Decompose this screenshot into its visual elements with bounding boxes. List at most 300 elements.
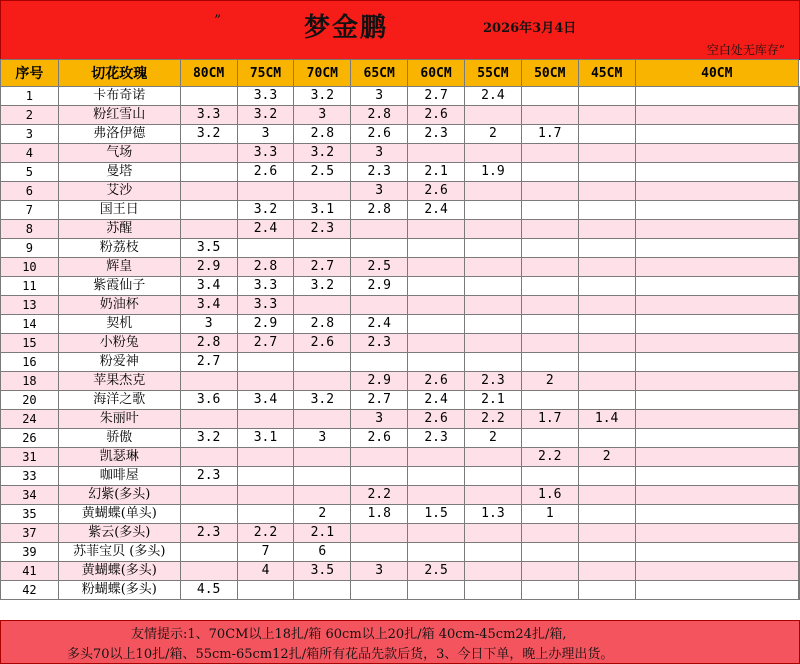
price-cell — [635, 144, 798, 163]
price-cell-40cm — [799, 144, 800, 163]
price-cell — [578, 144, 635, 163]
price-cell: 3 — [237, 125, 294, 144]
price-cell — [180, 220, 237, 239]
price-cell: 2.6 — [351, 125, 408, 144]
price-cell: 2.4 — [351, 315, 408, 334]
row-number: 33 — [1, 467, 59, 486]
price-cell — [294, 239, 351, 258]
footer-line-1: 友情提示:1、70CM以上18扎/箱 60cm以上20扎/箱 40cm-45cm24扎/箱, — [131, 627, 567, 642]
price-cell — [578, 220, 635, 239]
price-cell — [408, 524, 465, 543]
price-cell — [521, 106, 578, 125]
price-cell — [635, 315, 798, 334]
price-cell: 2.4 — [408, 391, 465, 410]
price-cell — [408, 258, 465, 277]
price-cell-40cm — [799, 201, 800, 220]
price-cell — [521, 391, 578, 410]
table-row — [1, 106, 800, 125]
row-number: 3 — [1, 125, 59, 144]
variety-name: 苏菲宝贝 (多头) — [58, 543, 180, 562]
row-number: 42 — [1, 581, 59, 600]
price-cell — [237, 486, 294, 505]
variety-name: 骄傲 — [58, 429, 180, 448]
price-cell — [635, 239, 798, 258]
table-row — [1, 87, 800, 106]
table-row — [1, 353, 800, 372]
price-cell — [578, 543, 635, 562]
table-row — [1, 448, 800, 467]
row-number: 16 — [1, 353, 59, 372]
price-cell: 2.3 — [180, 467, 237, 486]
price-cell: 3 — [294, 106, 351, 125]
price-cell — [578, 201, 635, 220]
price-cell — [464, 258, 521, 277]
price-cell: 2.5 — [408, 562, 465, 581]
price-cell — [408, 543, 465, 562]
variety-name: 辉皇 — [58, 258, 180, 277]
price-cell — [180, 144, 237, 163]
price-cell — [180, 410, 237, 429]
price-cell: 2.6 — [408, 372, 465, 391]
variety-name: 朱丽叶 — [58, 410, 180, 429]
price-cell — [408, 467, 465, 486]
row-number: 4 — [1, 144, 59, 163]
price-cell: 3.3 — [237, 144, 294, 163]
price-cell — [408, 239, 465, 258]
price-cell — [635, 391, 798, 410]
price-cell-40cm — [799, 429, 800, 448]
price-cell — [578, 239, 635, 258]
price-cell: 1 — [521, 505, 578, 524]
price-cell — [180, 543, 237, 562]
variety-name: 紫霞仙子 — [58, 277, 180, 296]
price-cell — [408, 581, 465, 600]
price-cell: 2 — [294, 505, 351, 524]
price-cell — [464, 448, 521, 467]
price-cell: 2.1 — [294, 524, 351, 543]
price-cell: 2.6 — [237, 163, 294, 182]
price-cell — [237, 505, 294, 524]
row-number: 14 — [1, 315, 59, 334]
price-cell — [578, 125, 635, 144]
price-cell — [294, 486, 351, 505]
row-number: 1 — [1, 87, 59, 106]
price-cell: 2.7 — [237, 334, 294, 353]
price-cell — [294, 448, 351, 467]
price-cell: 3 — [351, 562, 408, 581]
row-number: 35 — [1, 505, 59, 524]
variety-name: 奶油杯 — [58, 296, 180, 315]
price-cell — [521, 543, 578, 562]
price-cell: 2 — [464, 125, 521, 144]
price-cell — [521, 562, 578, 581]
column-header-no: 序号 — [1, 60, 59, 87]
variety-name: 曼塔 — [58, 163, 180, 182]
table-row — [1, 334, 800, 353]
price-cell — [180, 372, 237, 391]
footer-notice — [0, 620, 800, 664]
price-cell — [635, 486, 798, 505]
price-cell — [635, 201, 798, 220]
column-header-variety: 切花玫瑰 — [58, 60, 180, 87]
table-row — [1, 258, 800, 277]
price-cell — [578, 334, 635, 353]
row-number: 11 — [1, 277, 59, 296]
variety-name: 苏醒 — [58, 220, 180, 239]
price-cell — [351, 353, 408, 372]
price-cell — [521, 182, 578, 201]
price-cell — [578, 87, 635, 106]
price-cell — [464, 581, 521, 600]
price-cell — [464, 486, 521, 505]
price-cell: 1.7 — [521, 410, 578, 429]
price-cell: 2 — [578, 448, 635, 467]
price-cell — [464, 239, 521, 258]
price-cell — [351, 467, 408, 486]
price-cell — [635, 125, 798, 144]
price-cell — [635, 182, 798, 201]
row-number: 34 — [1, 486, 59, 505]
price-cell: 2.8 — [351, 106, 408, 125]
price-cell — [578, 467, 635, 486]
variety-name: 咖啡屋 — [58, 467, 180, 486]
table-row — [1, 296, 800, 315]
price-cell: 2.9 — [351, 277, 408, 296]
price-cell — [521, 296, 578, 315]
price-cell — [180, 505, 237, 524]
price-cell — [180, 562, 237, 581]
price-cell: 2.6 — [408, 182, 465, 201]
price-cell — [521, 87, 578, 106]
price-cell: 3 — [180, 315, 237, 334]
price-cell: 3.4 — [180, 296, 237, 315]
price-cell: 2.8 — [294, 315, 351, 334]
price-cell: 3.2 — [180, 429, 237, 448]
variety-name: 粉蝴蝶(多头) — [58, 581, 180, 600]
price-cell-40cm — [799, 220, 800, 239]
variety-name: 卡布奇诺 — [58, 87, 180, 106]
price-cell — [521, 524, 578, 543]
table-row — [1, 429, 800, 448]
price-cell: 2.6 — [408, 410, 465, 429]
price-cell: 2.4 — [237, 220, 294, 239]
price-cell — [351, 239, 408, 258]
price-cell-40cm — [799, 391, 800, 410]
price-cell — [521, 353, 578, 372]
price-cell — [464, 334, 521, 353]
row-number: 18 — [1, 372, 59, 391]
price-cell: 4 — [237, 562, 294, 581]
price-cell — [635, 410, 798, 429]
column-header-50cm: 50CM — [521, 60, 578, 87]
price-cell — [635, 524, 798, 543]
row-number: 37 — [1, 524, 59, 543]
variety-name: 幻紫(多头) — [58, 486, 180, 505]
price-cell — [464, 353, 521, 372]
variety-name: 紫云(多头) — [58, 524, 180, 543]
row-number: 2 — [1, 106, 59, 125]
table-body — [1, 87, 800, 600]
price-cell-40cm — [799, 296, 800, 315]
price-cell-40cm — [799, 182, 800, 201]
price-cell — [635, 581, 798, 600]
row-number: 7 — [1, 201, 59, 220]
row-number: 31 — [1, 448, 59, 467]
price-cell: 3 — [294, 429, 351, 448]
price-cell — [351, 220, 408, 239]
title-bar — [0, 0, 800, 60]
variety-name: 粉荔枝 — [58, 239, 180, 258]
row-number: 5 — [1, 163, 59, 182]
price-cell: 3.6 — [180, 391, 237, 410]
table-row — [1, 581, 800, 600]
table-row — [1, 543, 800, 562]
price-cell: 2.7 — [294, 258, 351, 277]
price-cell — [521, 467, 578, 486]
price-cell — [521, 201, 578, 220]
row-number: 20 — [1, 391, 59, 410]
price-cell — [464, 144, 521, 163]
price-cell — [351, 524, 408, 543]
variety-name: 黄蝴蝶(单头) — [58, 505, 180, 524]
price-cell — [521, 334, 578, 353]
price-cell: 2.5 — [351, 258, 408, 277]
variety-name: 凯瑟琳 — [58, 448, 180, 467]
price-cell: 1.9 — [464, 163, 521, 182]
price-cell — [635, 505, 798, 524]
price-cell — [464, 201, 521, 220]
variety-name: 气场 — [58, 144, 180, 163]
price-cell-40cm — [799, 277, 800, 296]
variety-name: 艾沙 — [58, 182, 180, 201]
row-number: 6 — [1, 182, 59, 201]
price-cell — [578, 163, 635, 182]
price-cell — [578, 429, 635, 448]
price-cell: 3.2 — [180, 125, 237, 144]
table-row — [1, 524, 800, 543]
column-header-55cm: 55CM — [464, 60, 521, 87]
price-cell — [578, 391, 635, 410]
price-cell-40cm — [799, 505, 800, 524]
price-cell — [578, 277, 635, 296]
price-cell — [521, 144, 578, 163]
price-cell-40cm — [799, 581, 800, 600]
price-cell: 1.6 — [521, 486, 578, 505]
price-cell — [578, 315, 635, 334]
row-number: 39 — [1, 543, 59, 562]
price-cell: 2 — [464, 429, 521, 448]
column-header-60cm: 60CM — [408, 60, 465, 87]
price-cell — [180, 163, 237, 182]
price-cell — [180, 448, 237, 467]
price-cell — [351, 543, 408, 562]
table-row — [1, 220, 800, 239]
sheet-date: 2026年3月4日 — [483, 21, 577, 36]
price-cell — [351, 581, 408, 600]
price-cell — [578, 182, 635, 201]
price-cell: 3.3 — [237, 87, 294, 106]
price-cell: 3 — [351, 410, 408, 429]
price-cell — [635, 106, 798, 125]
price-cell-40cm — [799, 315, 800, 334]
price-cell — [180, 201, 237, 220]
table-row — [1, 562, 800, 581]
price-cell: 2.8 — [294, 125, 351, 144]
price-cell: 3 — [351, 87, 408, 106]
price-cell — [294, 296, 351, 315]
row-number: 24 — [1, 410, 59, 429]
price-cell — [635, 543, 798, 562]
price-cell — [521, 429, 578, 448]
price-cell: 2.8 — [180, 334, 237, 353]
price-cell-40cm — [799, 125, 800, 144]
price-cell — [635, 163, 798, 182]
price-cell: 3.5 — [294, 562, 351, 581]
price-cell — [294, 467, 351, 486]
price-cell — [521, 277, 578, 296]
header-row — [1, 60, 800, 87]
row-number: 15 — [1, 334, 59, 353]
price-cell — [408, 220, 465, 239]
column-header-75cm: 75CM — [237, 60, 294, 87]
price-cell: 2.4 — [464, 87, 521, 106]
price-cell: 2.2 — [521, 448, 578, 467]
price-cell: 2.9 — [237, 315, 294, 334]
price-cell — [237, 239, 294, 258]
price-cell — [578, 372, 635, 391]
price-cell-40cm — [799, 87, 800, 106]
price-cell — [635, 87, 798, 106]
price-cell: 2.7 — [408, 87, 465, 106]
variety-name: 国王日 — [58, 201, 180, 220]
price-cell — [408, 486, 465, 505]
column-header-40cm: 40CM — [635, 60, 798, 87]
price-cell — [578, 486, 635, 505]
price-cell — [464, 315, 521, 334]
variety-name: 契机 — [58, 315, 180, 334]
price-cell: 1.8 — [351, 505, 408, 524]
price-cell — [294, 372, 351, 391]
price-cell: 2.8 — [351, 201, 408, 220]
price-cell: 2.3 — [408, 125, 465, 144]
table-row — [1, 239, 800, 258]
price-cell — [237, 467, 294, 486]
price-cell-40cm — [799, 334, 800, 353]
stock-note: 空白处无库存” — [706, 43, 785, 57]
price-cell: 2.3 — [351, 334, 408, 353]
price-cell — [180, 87, 237, 106]
price-cell — [237, 353, 294, 372]
price-cell-40cm — [799, 163, 800, 182]
price-cell — [635, 562, 798, 581]
price-cell — [294, 581, 351, 600]
price-cell — [464, 182, 521, 201]
title-quote-mark: ” — [214, 13, 222, 29]
price-cell: 3.3 — [237, 277, 294, 296]
table-row — [1, 201, 800, 220]
column-header-80cm: 80CM — [180, 60, 237, 87]
price-cell: 2 — [521, 372, 578, 391]
table-row — [1, 410, 800, 429]
price-cell — [237, 581, 294, 600]
price-cell: 2.1 — [464, 391, 521, 410]
price-cell — [464, 467, 521, 486]
price-cell: 3.2 — [294, 391, 351, 410]
price-cell — [408, 315, 465, 334]
price-cell: 2.6 — [351, 429, 408, 448]
price-cell: 2.9 — [351, 372, 408, 391]
price-cell: 2.4 — [408, 201, 465, 220]
variety-name: 黄蝴蝶(多头) — [58, 562, 180, 581]
row-number: 41 — [1, 562, 59, 581]
sheet-title: 梦金鹏 — [303, 13, 388, 43]
variety-name: 小粉兔 — [58, 334, 180, 353]
price-cell — [237, 372, 294, 391]
price-table — [0, 59, 800, 600]
row-number: 8 — [1, 220, 59, 239]
table-row — [1, 277, 800, 296]
price-cell: 7 — [237, 543, 294, 562]
price-cell: 3.4 — [237, 391, 294, 410]
price-cell: 3.2 — [294, 144, 351, 163]
price-cell — [635, 467, 798, 486]
price-cell-40cm — [799, 410, 800, 429]
price-cell — [237, 448, 294, 467]
price-cell: 2.3 — [351, 163, 408, 182]
price-cell: 2.3 — [408, 429, 465, 448]
price-cell: 3.1 — [294, 201, 351, 220]
price-cell: 2.5 — [294, 163, 351, 182]
price-cell: 3.3 — [237, 296, 294, 315]
variety-name: 粉红雪山 — [58, 106, 180, 125]
price-cell: 3.4 — [180, 277, 237, 296]
price-cell: 3.2 — [294, 87, 351, 106]
price-cell — [237, 182, 294, 201]
price-cell-40cm — [799, 524, 800, 543]
table-row — [1, 182, 800, 201]
price-cell — [578, 296, 635, 315]
price-cell — [294, 353, 351, 372]
price-cell — [464, 543, 521, 562]
price-cell: 3 — [351, 182, 408, 201]
price-cell — [635, 429, 798, 448]
price-cell — [408, 144, 465, 163]
price-cell — [578, 258, 635, 277]
variety-name: 海洋之歌 — [58, 391, 180, 410]
price-cell: 3.2 — [237, 106, 294, 125]
variety-name: 苹果杰克 — [58, 372, 180, 391]
price-cell — [464, 296, 521, 315]
price-cell-40cm — [799, 486, 800, 505]
price-cell: 4.5 — [180, 581, 237, 600]
price-cell: 3 — [351, 144, 408, 163]
price-cell: 2.8 — [237, 258, 294, 277]
price-cell: 2.3 — [294, 220, 351, 239]
price-cell: 2.1 — [408, 163, 465, 182]
price-cell — [464, 524, 521, 543]
price-cell-40cm — [799, 106, 800, 125]
price-cell — [578, 505, 635, 524]
table-row — [1, 467, 800, 486]
row-number: 26 — [1, 429, 59, 448]
price-cell: 2.2 — [464, 410, 521, 429]
price-cell — [521, 315, 578, 334]
price-cell: 1.4 — [578, 410, 635, 429]
price-cell-40cm — [799, 353, 800, 372]
price-cell — [635, 277, 798, 296]
price-cell: 1.5 — [408, 505, 465, 524]
table-row — [1, 125, 800, 144]
